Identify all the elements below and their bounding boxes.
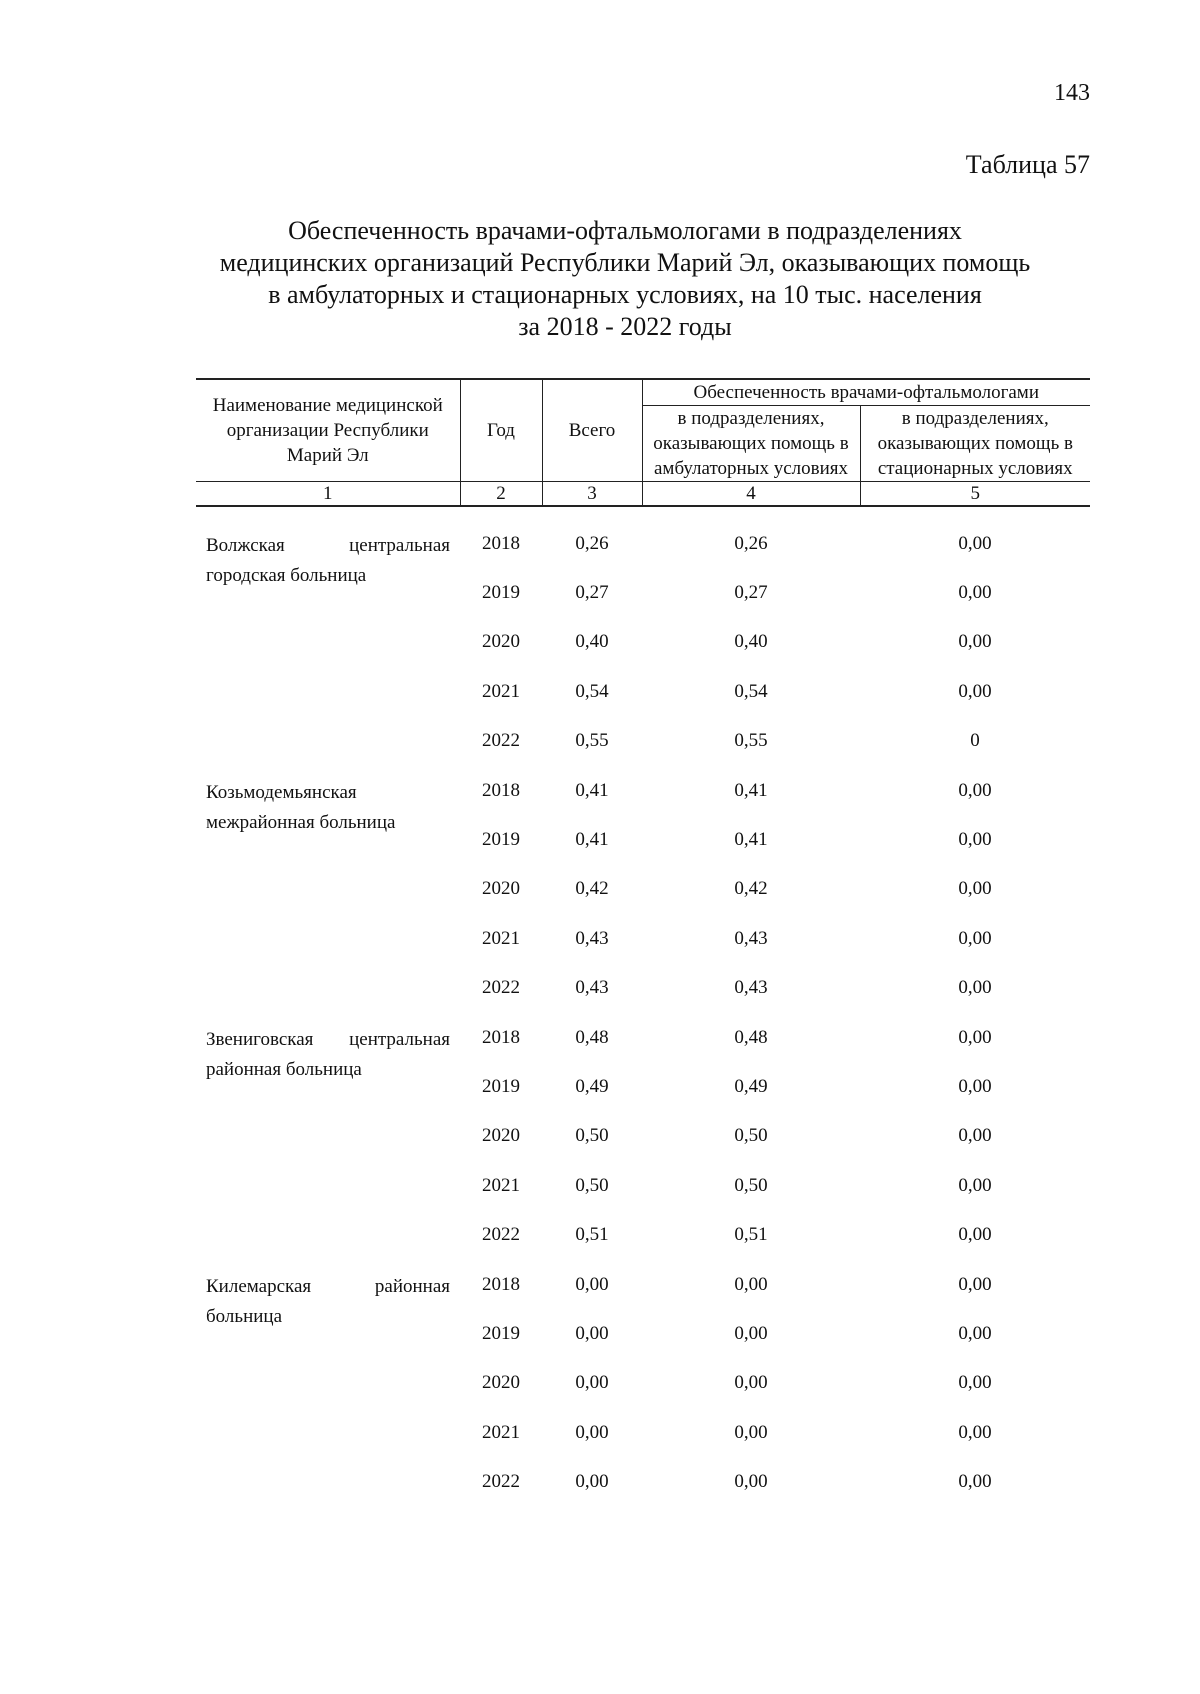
inpatient-cell: 0,00 [958, 1075, 992, 1097]
org-name-cell: Волжская центральная городская больница [206, 535, 450, 586]
header-col-number: 5 [860, 482, 1090, 507]
year-cell: 2020 [482, 1125, 520, 1147]
year-cell: 2019 [482, 1075, 520, 1097]
header-inpatient: в подразделениях, оказывающих помощь в стационарных условиях [860, 406, 1090, 482]
header-col-number: 1 [196, 482, 460, 507]
inpatient-cell: 0,00 [958, 1273, 992, 1295]
table-row [196, 766, 1090, 815]
year-cell: 2019 [482, 1322, 520, 1344]
inpatient-cell: 0,00 [958, 927, 992, 949]
year-cell: 2018 [482, 1026, 520, 1048]
total-cell: 0,41 [575, 829, 609, 851]
header-col-number: 2 [460, 482, 542, 507]
year-cell: 2021 [482, 927, 520, 949]
total-cell: 0,50 [575, 1174, 609, 1196]
page-number: 143 [1054, 80, 1090, 106]
title-line: за 2018 - 2022 годы [518, 312, 732, 341]
year-cell: 2022 [482, 977, 520, 999]
ambulatory-cell: 0,27 [734, 582, 768, 604]
inpatient-cell: 0,00 [958, 878, 992, 900]
header-ambulatory: в подразделениях, оказывающих помощь в амбулаторных условиях [642, 406, 860, 482]
inpatient-cell: 0,00 [958, 1421, 992, 1443]
ambulatory-cell: 0,54 [734, 680, 768, 702]
inpatient-cell: 0,00 [958, 532, 992, 554]
inpatient-cell: 0,00 [958, 1224, 992, 1246]
year-cell: 2018 [482, 532, 520, 554]
year-cell: 2019 [482, 582, 520, 604]
total-cell: 0,00 [575, 1372, 609, 1394]
header-org: Наименование медицинской организации Республики Марий Эл [196, 379, 460, 482]
inpatient-cell: 0,00 [958, 977, 992, 999]
total-cell: 0,54 [575, 680, 609, 702]
year-cell: 2022 [482, 730, 520, 752]
table-row [196, 1013, 1090, 1062]
ambulatory-cell: 0,50 [734, 1125, 768, 1147]
table-body [196, 506, 1090, 1507]
year-cell: 2021 [482, 1174, 520, 1196]
year-cell: 2021 [482, 1421, 520, 1443]
title-line: Обеспеченность врачами-офтальмологами в подразделениях [288, 216, 962, 245]
total-cell: 0,51 [575, 1224, 609, 1246]
year-cell: 2020 [482, 878, 520, 900]
table-title [150, 215, 1100, 343]
header-year: Год [460, 379, 542, 482]
table-label: Таблица 57 [965, 150, 1090, 179]
ambulatory-cell: 0,00 [734, 1372, 768, 1394]
inpatient-cell: 0,00 [958, 582, 992, 604]
total-cell: 0,00 [575, 1322, 609, 1344]
total-cell: 0,48 [575, 1026, 609, 1048]
ambulatory-cell: 0,41 [734, 779, 768, 801]
ambulatory-cell: 0,42 [734, 878, 768, 900]
inpatient-cell: 0,00 [958, 631, 992, 653]
inpatient-cell: 0,00 [958, 1125, 992, 1147]
total-cell: 0,26 [575, 532, 609, 554]
inpatient-cell: 0,00 [958, 829, 992, 851]
title-line: в амбулаторных и стационарных условиях, на 10 тыс. населения [268, 280, 982, 309]
total-cell: 0,27 [575, 582, 609, 604]
ambulatory-cell: 0,43 [734, 927, 768, 949]
year-cell: 2022 [482, 1471, 520, 1493]
org-name-cell: Козьмодемьянская межрайонная больница [206, 781, 396, 833]
total-cell: 0,55 [575, 730, 609, 752]
total-cell: 0,41 [575, 779, 609, 801]
year-cell: 2020 [482, 1372, 520, 1394]
total-cell: 0,42 [575, 878, 609, 900]
ambulatory-cell: 0,50 [734, 1174, 768, 1196]
year-cell: 2021 [482, 680, 520, 702]
ambulatory-cell: 0,48 [734, 1026, 768, 1048]
org-name-cell: Звениговская центральная районная больница [206, 1028, 450, 1080]
org-name-cell: Килемарская районная больница [206, 1275, 450, 1327]
title-line: медицинских организаций Республики Марий Эл, оказывающих помощь [219, 248, 1031, 277]
total-cell: 0,49 [575, 1075, 609, 1097]
ambulatory-cell: 0,43 [734, 977, 768, 999]
ambulatory-cell: 0,26 [734, 532, 768, 554]
year-cell: 2019 [482, 829, 520, 851]
ambulatory-cell: 0,00 [734, 1471, 768, 1493]
header-total: Всего [542, 379, 642, 482]
total-cell: 0,43 [575, 977, 609, 999]
header-col-number: 4 [642, 482, 860, 507]
ambulatory-cell: 0,51 [734, 1224, 768, 1246]
total-cell: 0,00 [575, 1471, 609, 1493]
ambulatory-cell: 0,41 [734, 829, 768, 851]
year-cell: 2022 [482, 1224, 520, 1246]
total-cell: 0,00 [575, 1273, 609, 1295]
total-cell: 0,50 [575, 1125, 609, 1147]
table-header [196, 379, 1090, 506]
inpatient-cell: 0,00 [958, 779, 992, 801]
inpatient-cell: 0,00 [958, 1322, 992, 1344]
inpatient-cell: 0,00 [958, 1026, 992, 1048]
ambulatory-cell: 0,00 [734, 1322, 768, 1344]
total-cell: 0,00 [575, 1421, 609, 1443]
ambulatory-cell: 0,00 [734, 1421, 768, 1443]
ophthalmologist-table [196, 378, 1090, 1507]
total-cell: 0,43 [575, 927, 609, 949]
year-cell: 2018 [482, 779, 520, 801]
inpatient-cell: 0 [970, 730, 980, 752]
ambulatory-cell: 0,00 [734, 1273, 768, 1295]
ambulatory-cell: 0,55 [734, 730, 768, 752]
ambulatory-cell: 0,49 [734, 1075, 768, 1097]
table-row [196, 1260, 1090, 1309]
inpatient-cell: 0,00 [958, 1372, 992, 1394]
inpatient-cell: 0,00 [958, 1471, 992, 1493]
inpatient-cell: 0,00 [958, 1174, 992, 1196]
header-col-number: 3 [542, 482, 642, 507]
table-row [196, 519, 1090, 568]
total-cell: 0,40 [575, 631, 609, 653]
year-cell: 2018 [482, 1273, 520, 1295]
year-cell: 2020 [482, 631, 520, 653]
ambulatory-cell: 0,40 [734, 631, 768, 653]
inpatient-cell: 0,00 [958, 680, 992, 702]
header-group: Обеспеченность врачами-офтальмологами [642, 379, 1090, 406]
